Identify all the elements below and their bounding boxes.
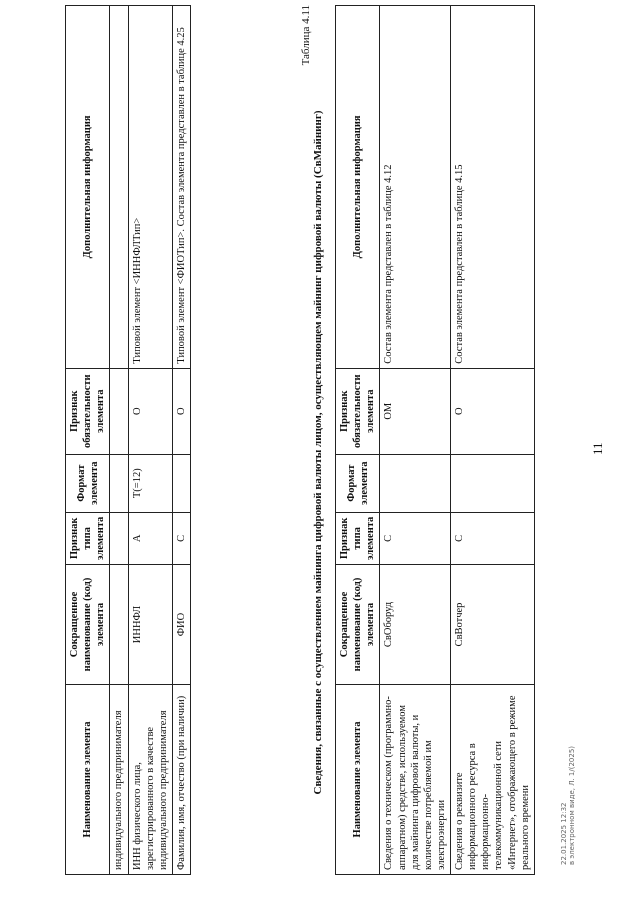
table-cell: Сведения о техническом (программно-аппаратном) средстве, используемом для майнинга цифровой валюты, и количестве потребляемой им электроэнергии — [380, 685, 451, 875]
table-caption-number: Таблица 4.11 — [300, 5, 312, 66]
table-cell — [172, 454, 190, 512]
table-cell: О — [128, 368, 172, 454]
table-cell: Т(=12) — [128, 454, 172, 512]
table-cell: ОМ — [380, 368, 451, 454]
table-row — [380, 6, 451, 875]
header-cell: Признак обязательности элемента — [336, 368, 380, 454]
header-cell: Сокращенное наименование (код) элемента — [66, 565, 110, 685]
table-cell: О — [451, 368, 535, 454]
table-cell: Состав элемента представлен в таблице 4.12 — [380, 6, 451, 369]
table-cell: Сведения о реквизите информационного ресурса в информационно-телекоммуникационной сети «Интернет», отображающего в режиме реального времени — [451, 685, 535, 875]
table-cell: ФИО — [172, 565, 190, 685]
table-row — [128, 6, 172, 875]
page-number: 11 — [590, 442, 605, 455]
table-row — [172, 6, 190, 875]
stamp-line: 22.01.2025 12:32 — [560, 802, 568, 865]
table-row — [110, 6, 128, 875]
header-cell: Дополнительная информация — [336, 6, 380, 369]
table-row — [451, 6, 535, 875]
table-cell: С — [451, 512, 535, 564]
header-cell: Признак типа элемента — [66, 512, 110, 564]
elements-table-1 — [65, 5, 191, 875]
elements-table-2 — [335, 5, 535, 875]
table-cell: Типовой элемент <ИННФЛТип> — [128, 6, 172, 369]
header-cell: Формат элемента — [66, 454, 110, 512]
table-cell — [110, 368, 128, 454]
stamp-line: в электронном виде, Л. 1/(2025) — [568, 745, 577, 865]
table-cell: ИННФЛ — [128, 565, 172, 685]
table-cell: СвВотчер — [451, 565, 535, 685]
header-cell: Формат элемента — [336, 454, 380, 512]
header-cell: Признак обязательности элемента — [66, 368, 110, 454]
header-cell: Наименование элемента — [336, 685, 380, 875]
table-cell — [451, 454, 535, 512]
table-cell: Состав элемента представлен в таблице 4.15 — [451, 6, 535, 369]
table-caption-title: Сведения, связанные с осуществлением майнинга цифровой валюты лицом, осуществляющем майнинг цифровой валюты (СвМайнинг) — [312, 110, 324, 795]
table-cell — [110, 454, 128, 512]
table-cell: С — [172, 512, 190, 564]
table-cell: С — [380, 512, 451, 564]
table-cell: Фамилия, имя, отчество (при наличии) — [172, 685, 190, 875]
table-cell — [380, 454, 451, 512]
table-cell: О — [172, 368, 190, 454]
table-header-row — [66, 6, 110, 875]
print-stamp — [560, 746, 577, 865]
header-cell: Сокращенное наименование (код) элемента — [336, 565, 380, 685]
header-cell: Признак типа элемента — [336, 512, 380, 564]
table-header-row — [336, 6, 380, 875]
table-cell: Типовой элемент <ФИОТип>. Состав элемента представлен в таблице 4.25 — [172, 6, 190, 369]
table-cell — [110, 6, 128, 369]
table-cell: ИНН физического лица, зарегистрированного в качестве индивидуального предпринимателя — [128, 685, 172, 875]
table-cell: СвОборуд — [380, 565, 451, 685]
header-cell: Наименование элемента — [66, 685, 110, 875]
table-cell — [110, 565, 128, 685]
table-cell: А — [128, 512, 172, 564]
table-cell: индивидуального предпринимателя — [110, 685, 128, 875]
header-cell: Дополнительная информация — [66, 6, 110, 369]
table-cell — [110, 512, 128, 564]
